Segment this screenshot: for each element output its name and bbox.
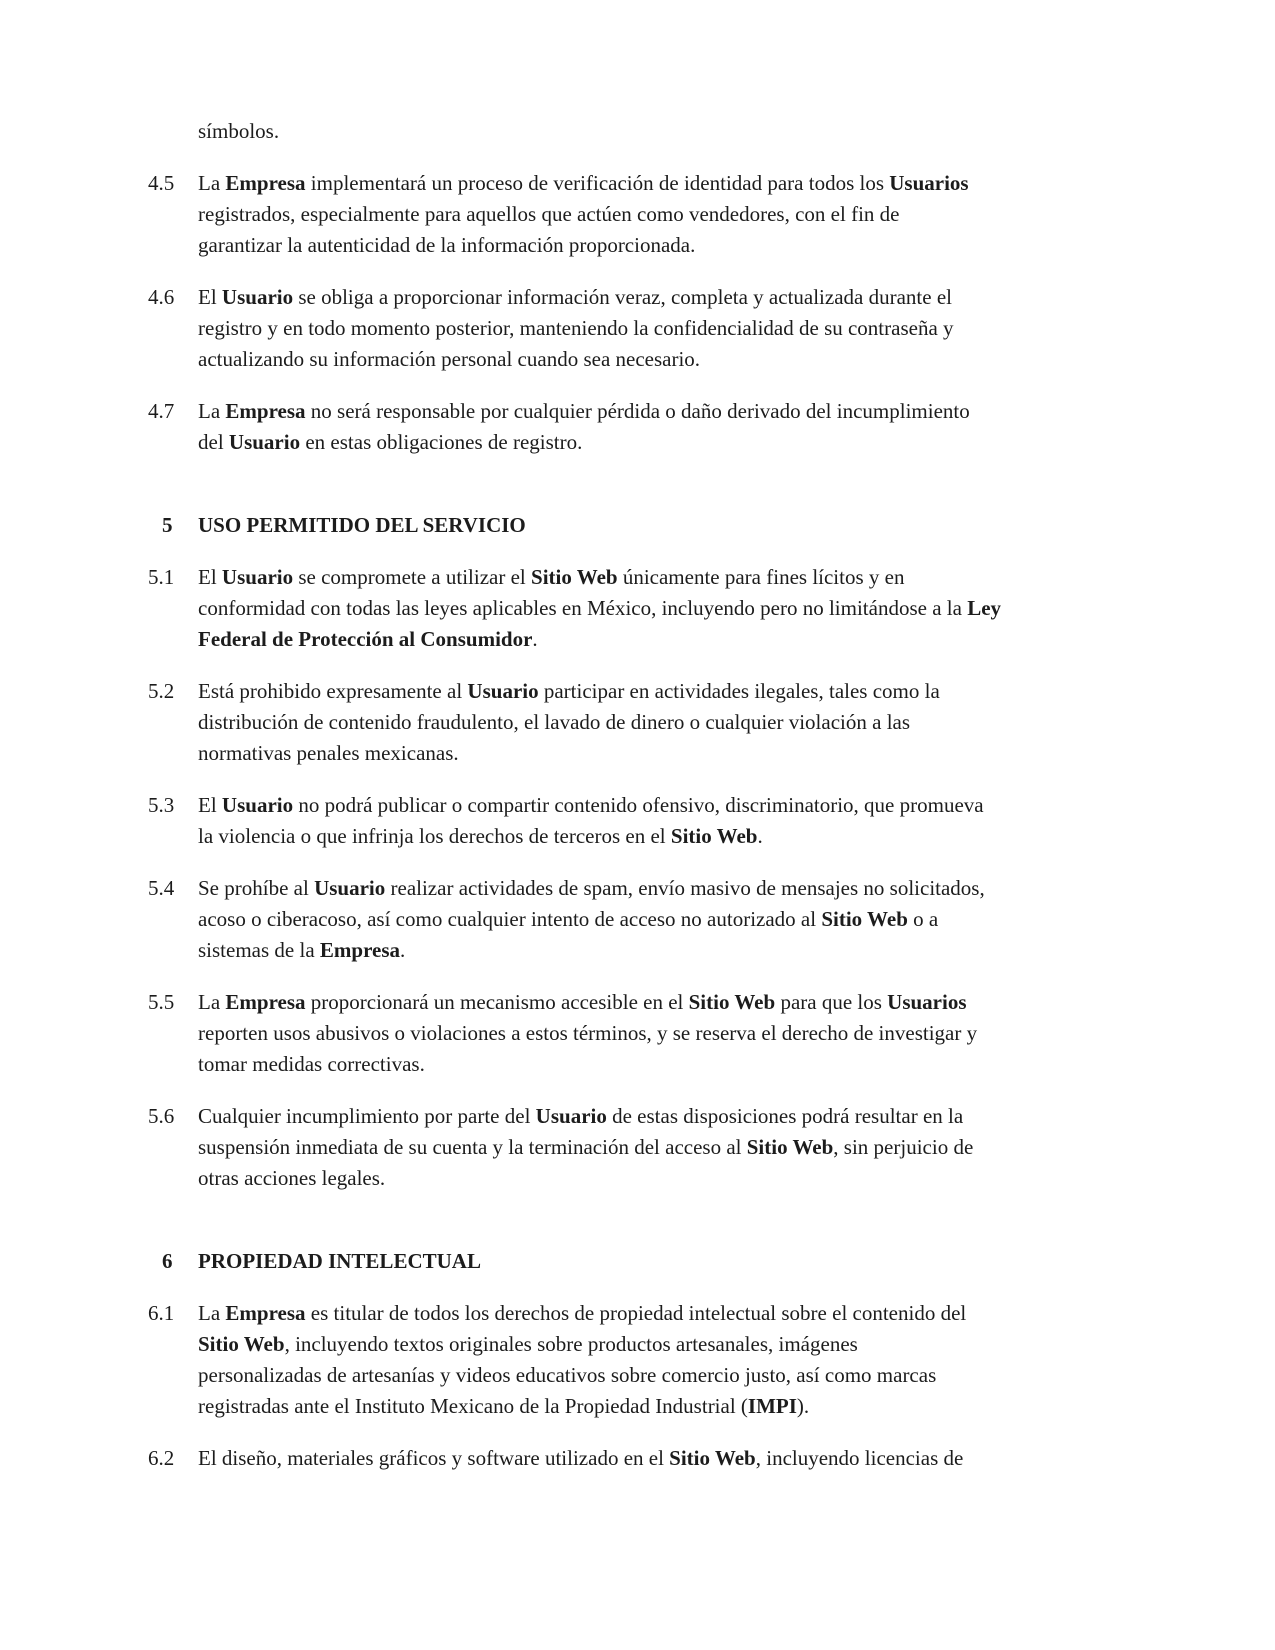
section-heading-5 <box>148 510 1150 541</box>
clause-text: El Usuario se obliga a proporcionar información veraz, completa y actualizada durante el registro y en todo momento posterior, manteniendo la confidencialidad de su contraseña y actualizando su información personal cuando sea necesario. <box>198 285 954 371</box>
clause-text: El Usuario no podrá publicar o compartir contenido ofensivo, discriminatorio, que promueva la violencia o que infrinja los derechos de terceros en el Sitio Web. <box>198 793 984 848</box>
clause-text: La Empresa implementará un proceso de verificación de identidad para todos los Usuarios registrados, especialmente para aquellos que actúen como vendedores, con el fin de garantizar la autenticidad de la información proporcionada. <box>198 171 969 257</box>
clause-number: 5.5 <box>148 990 175 1014</box>
section-heading-6 <box>148 1246 1150 1277</box>
clause-6-1 <box>148 1298 1150 1422</box>
clause-5-5 <box>148 987 1150 1080</box>
clause-text: Está prohibido expresamente al Usuario participar en actividades ilegales, tales como la distribución de contenido fraudulento, el lavado de dinero o cualquier violación a las normativas penales mexicanas. <box>198 679 940 765</box>
clause-number: 6.2 <box>148 1446 175 1470</box>
clause-4-5 <box>148 168 1150 261</box>
section-number: 5 <box>162 513 173 537</box>
clause-text: La Empresa proporcionará un mecanismo accesible en el Sitio Web para que los Usuarios reporten usos abusivos o violaciones a estos términos, y se reserva el derecho de investigar y tomar medidas correctivas. <box>198 990 978 1076</box>
clause-number: 4.7 <box>148 399 175 423</box>
clause-text: La Empresa no será responsable por cualquier pérdida o daño derivado del incumplimiento del Usuario en estas obligaciones de registro. <box>198 399 970 454</box>
clause-5-1 <box>148 562 1150 655</box>
clause-text: El diseño, materiales gráficos y software utilizado en el Sitio Web, incluyendo licencias de <box>198 1446 964 1470</box>
paragraph-continuation <box>148 116 1150 147</box>
clause-5-2 <box>148 676 1150 769</box>
clause-number: 4.5 <box>148 171 175 195</box>
clause-text: símbolos. <box>198 119 280 143</box>
clause-text: Se prohíbe al Usuario realizar actividades de spam, envío masivo de mensajes no solicitados, acoso o ciberacoso, así como cualquier intento de acceso no autorizado al Sitio Web o a sistemas de la Empresa. <box>198 876 985 962</box>
section-title: PROPIEDAD INTELECTUAL <box>198 1249 481 1273</box>
clause-number: 6.1 <box>148 1301 175 1325</box>
section-title: USO PERMITIDO DEL SERVICIO <box>198 513 526 537</box>
clause-text: El Usuario se compromete a utilizar el Sitio Web únicamente para fines lícitos y en conformidad con todas las leyes aplicables en México, incluyendo pero no limitándose a la Ley Federal de Protección al Consumidor. <box>198 565 1002 651</box>
clause-5-4 <box>148 873 1150 966</box>
clause-number: 4.6 <box>148 285 175 309</box>
clause-number: 5.6 <box>148 1104 175 1128</box>
document-body <box>148 116 1150 1474</box>
clause-6-2 <box>148 1443 1150 1474</box>
clause-5-6 <box>148 1101 1150 1194</box>
clause-4-7 <box>148 396 1150 458</box>
clause-text: Cualquier incumplimiento por parte del Usuario de estas disposiciones podrá resultar en la suspensión inmediata de su cuenta y la terminación del acceso al Sitio Web, sin perjuicio de otras acciones legales. <box>198 1104 974 1190</box>
clause-4-6 <box>148 282 1150 375</box>
clause-text: La Empresa es titular de todos los derechos de propiedad intelectual sobre el contenido del Sitio Web, incluyendo textos originales sobre productos artesanales, imágenes personalizadas de artesanías y videos educativos sobre comercio justo, así como marcas registradas ante el Instituto Mexicano de la Propiedad Industrial (IMPI). <box>198 1301 967 1418</box>
section-number: 6 <box>162 1249 173 1273</box>
clause-5-3 <box>148 790 1150 852</box>
clause-number: 5.4 <box>148 876 175 900</box>
clause-number: 5.2 <box>148 679 175 703</box>
clause-number: 5.3 <box>148 793 175 817</box>
clause-number: 5.1 <box>148 565 175 589</box>
